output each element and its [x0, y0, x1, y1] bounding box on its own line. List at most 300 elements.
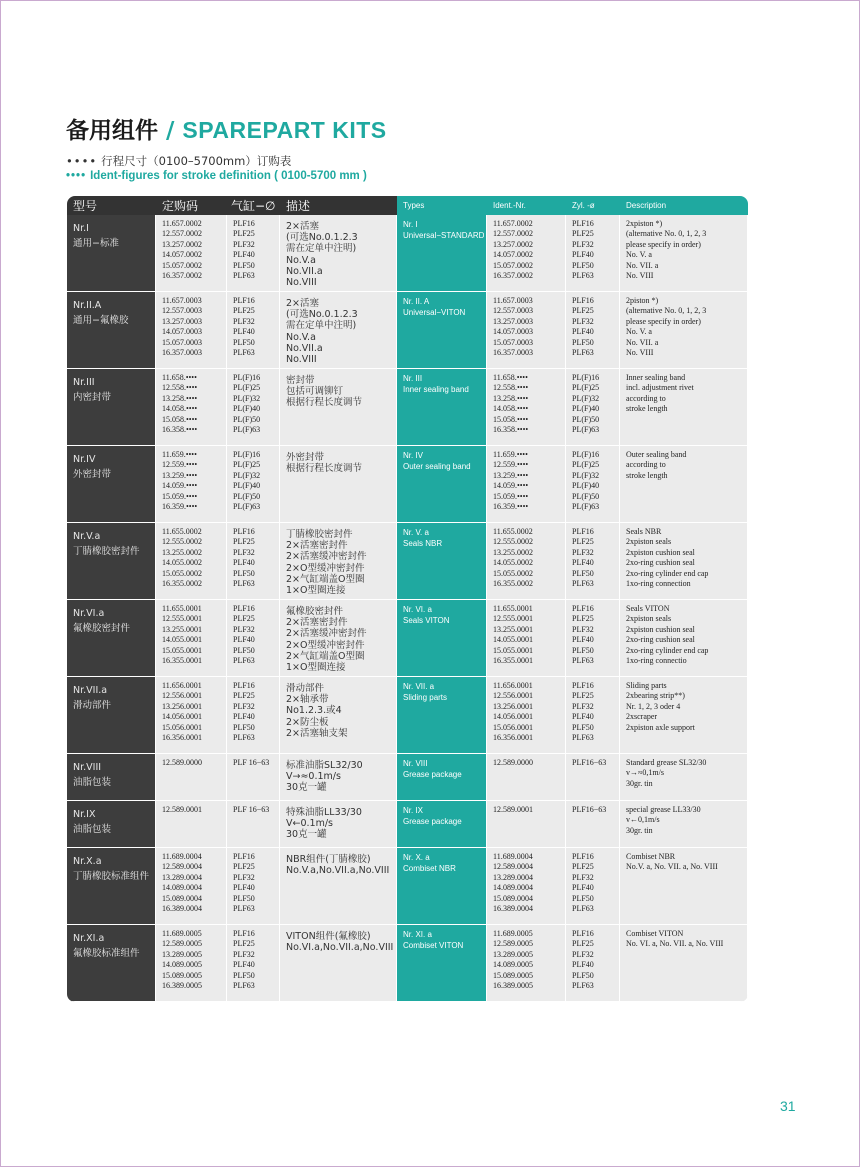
- cell-line: No1.2.3.或4: [286, 705, 342, 717]
- cell-line: PLF50: [572, 337, 594, 347]
- cell-line: (可选No.0.1.2.3: [286, 309, 358, 321]
- description-cn-cell: [280, 925, 397, 1002]
- cell-line: PLF50: [233, 568, 255, 578]
- subtitle-en: [66, 170, 367, 182]
- cell-line: 根据行程长度调节: [286, 463, 363, 475]
- cell-line: No. V. a: [626, 250, 652, 260]
- cell-line: 14.089.0005: [162, 960, 202, 970]
- cell-line: PLF63: [233, 348, 255, 358]
- cell-line: 16.355.0002: [162, 579, 202, 589]
- ident-nr-cell: [487, 848, 566, 925]
- cell-line: PL(F)32: [233, 470, 261, 480]
- cell-line: 14.055.0002: [493, 558, 533, 568]
- ident-nr-cell: [487, 600, 566, 677]
- cell-line: 需在定单中注明): [286, 243, 357, 255]
- cell-line: 15.055.0002: [162, 568, 202, 578]
- cell-line: Nr.X.a: [73, 856, 102, 867]
- cell-line: 2×气缸端盖O型圈: [286, 650, 365, 662]
- cell-line: 2piston *): [626, 296, 659, 305]
- header-description: Description: [620, 196, 748, 215]
- cell-line: PLF50: [233, 893, 255, 903]
- zyl-cell: [566, 848, 620, 925]
- cell-line: PLF16−63: [572, 805, 607, 814]
- cylinder-cell: [227, 523, 280, 600]
- cell-line: PLF16−63: [572, 758, 607, 767]
- cell-line: 油脂包装: [73, 777, 112, 788]
- title-separator: /: [158, 118, 183, 144]
- cell-line: 14.089.0005: [493, 960, 533, 970]
- cell-line: PLF40: [233, 327, 255, 337]
- cell-line: PL(F)40: [233, 481, 261, 491]
- cell-line: 15.089.0004: [162, 893, 202, 903]
- cylinder-cell: [227, 600, 280, 677]
- cell-line: 16.355.0002: [493, 579, 533, 589]
- cylinder-cell: [227, 848, 280, 925]
- cell-line: PL(F)16: [572, 373, 600, 382]
- row-type-cell: [67, 523, 156, 600]
- zyl-cell: [566, 369, 620, 446]
- table-row: [67, 848, 748, 925]
- header-zyl: Zyl. -ø: [566, 196, 620, 215]
- cell-line: Grease package: [403, 770, 462, 779]
- zyl-cell: [566, 600, 620, 677]
- order-code-cell: [156, 801, 227, 848]
- cell-line: 2×活塞密封件: [286, 540, 348, 552]
- cell-line: 13.289.0005: [162, 949, 202, 959]
- cell-line: 12.559.••••: [493, 460, 529, 470]
- cell-line: PL(F)25: [572, 460, 600, 470]
- cell-line: 12.557.0002: [493, 229, 533, 239]
- row-type-cell: [67, 677, 156, 754]
- cell-line: 1×O型圈连接: [286, 585, 346, 597]
- row-type-cell: [67, 925, 156, 1002]
- cell-line: 2×气缸端盖O型圈: [286, 573, 365, 585]
- cell-line: PL(F)32: [572, 393, 600, 403]
- row-type-cell: [67, 848, 156, 925]
- cell-line: 2×活塞: [286, 298, 320, 309]
- cell-line: PL(F)50: [233, 414, 261, 424]
- cell-line: 13.256.0001: [162, 701, 202, 711]
- page-number: 31: [780, 1098, 796, 1114]
- row-type-cell: [67, 446, 156, 523]
- table-row: [67, 801, 748, 848]
- cell-line: 12.555.0001: [162, 614, 202, 624]
- cell-line: Nr.XI.a: [73, 933, 105, 944]
- order-code-cell: [156, 215, 227, 292]
- zyl-cell: [566, 754, 620, 801]
- cell-line: Combiset VITON: [626, 929, 684, 938]
- subtitle-cn: [66, 153, 291, 169]
- table-row: [67, 754, 748, 801]
- cell-line: PLF32: [572, 872, 594, 882]
- cell-line: 12.558.••••: [493, 383, 529, 393]
- cell-line: Nr. III: [403, 374, 423, 383]
- cell-line: PLF32: [233, 547, 255, 557]
- row-type-cell: [67, 600, 156, 677]
- cell-line: V→≈0.1m/s: [286, 771, 341, 783]
- cell-line: 2×活塞缓冲密封件: [286, 551, 367, 563]
- cell-line: No.V.a,No.VII.a,No.VIII: [286, 865, 390, 877]
- cell-line: Nr. V. a: [403, 528, 429, 537]
- cell-line: Seals VITON: [403, 616, 450, 625]
- cell-line: according to: [626, 393, 666, 403]
- row-type-cell: [67, 215, 156, 292]
- cell-line: PL(F)50: [572, 491, 600, 501]
- cell-line: 16.358.••••: [162, 425, 198, 435]
- cell-line: 12.555.0001: [493, 614, 533, 624]
- table-row: [67, 677, 748, 754]
- cell-line: 14.057.0002: [162, 250, 202, 260]
- cell-line: Nr.II.A: [73, 300, 102, 311]
- cell-line: 氟橡胶标准组件: [73, 948, 140, 959]
- cell-line: PLF16: [233, 681, 255, 690]
- cell-line: 16.359.••••: [162, 502, 198, 512]
- description-cn-cell: [280, 292, 397, 369]
- zyl-cell: [566, 292, 620, 369]
- cell-line: PL(F)25: [233, 383, 261, 393]
- cell-line: PLF32: [572, 239, 594, 249]
- cell-line: PL(F)16: [572, 450, 600, 459]
- sparepart-kits-table: [67, 196, 748, 1002]
- cell-line: No.V.a: [286, 331, 316, 343]
- cell-line: Nr. II. A: [403, 297, 430, 306]
- table-row: [67, 925, 748, 1002]
- cell-line: 12.589.0000: [493, 758, 533, 767]
- description-cn-cell: [280, 369, 397, 446]
- cell-line: Nr.I: [73, 223, 89, 234]
- types-cell: [397, 925, 487, 1002]
- cell-line: PLF32: [572, 701, 594, 711]
- cell-line: 标准油脂SL32/30: [286, 760, 363, 771]
- cell-line: (alternative No. 0, 1, 2, 3: [626, 306, 707, 316]
- cell-line: 13.255.0001: [493, 624, 533, 634]
- cell-line: PL(F)63: [233, 425, 261, 435]
- cell-line: 丁腈橡胶密封件: [286, 529, 353, 540]
- cell-line: 14.059.••••: [162, 481, 198, 491]
- cell-line: Nr. VII. a: [403, 682, 435, 691]
- cell-line: PLF40: [572, 960, 594, 970]
- cell-line: 1xo-ring connectio: [626, 656, 687, 666]
- types-cell: [397, 600, 487, 677]
- cell-line: 13.259.••••: [162, 470, 198, 480]
- cell-line: PLF32: [233, 701, 255, 711]
- cell-line: PLF50: [572, 645, 594, 655]
- cell-line: PLF40: [233, 558, 255, 568]
- cell-line: PL(F)50: [233, 491, 261, 501]
- cell-line: PLF63: [233, 656, 255, 666]
- cell-line: 16.389.0005: [162, 981, 202, 991]
- cell-line: PLF25: [572, 614, 594, 624]
- cell-line: 2×O型缓冲密封件: [286, 562, 365, 574]
- cell-line: 14.055.0001: [493, 635, 533, 645]
- cell-line: VITON组件(氟橡胶): [286, 931, 371, 942]
- cell-line: 12.556.0001: [162, 691, 202, 701]
- cell-line: 11.656.0001: [162, 681, 202, 690]
- cell-line: PLF40: [572, 712, 594, 722]
- cell-line: 氟橡胶密封件: [73, 623, 131, 634]
- types-cell: [397, 215, 487, 292]
- cell-line: Sliding parts: [403, 693, 448, 702]
- cell-line: 2xscraper: [626, 712, 658, 722]
- types-cell: [397, 801, 487, 848]
- cell-line: Nr.IX: [73, 809, 96, 820]
- cell-line: 丁腈橡胶标准组件: [73, 871, 150, 882]
- zyl-cell: [566, 215, 620, 292]
- cell-line: PLF16: [233, 296, 255, 305]
- cell-line: PLF63: [572, 904, 594, 914]
- cell-line: PLF25: [233, 306, 255, 316]
- cell-line: PLF63: [572, 733, 594, 743]
- header-nr: 型号: [67, 196, 156, 215]
- cell-line: special grease LL33/30: [626, 805, 701, 814]
- description-en-cell: [620, 677, 748, 754]
- ident-nr-cell: [487, 215, 566, 292]
- cell-line: stroke length: [626, 404, 668, 414]
- cell-line: 滑动部件: [286, 683, 325, 694]
- description-en-cell: [620, 754, 748, 801]
- order-code-cell: [156, 754, 227, 801]
- cell-line: 11.659.••••: [162, 450, 197, 459]
- bullet-dots: ••••: [66, 154, 98, 168]
- types-cell: [397, 292, 487, 369]
- cylinder-cell: [227, 446, 280, 523]
- cell-line: 11.658.••••: [162, 373, 197, 382]
- cell-line: PLF25: [572, 862, 594, 872]
- cell-line: 15.057.0003: [493, 337, 533, 347]
- header-code: 定购码: [156, 196, 227, 215]
- ident-nr-cell: [487, 446, 566, 523]
- cell-line: 2xpiston axle support: [626, 722, 695, 732]
- cell-line: PLF63: [572, 348, 594, 358]
- cell-line: Nr.III: [73, 377, 95, 388]
- cell-line: 12.556.0001: [493, 691, 533, 701]
- cell-line: 外密封带: [286, 452, 325, 463]
- ident-nr-cell: [487, 369, 566, 446]
- table-row: [67, 292, 748, 369]
- cell-line: PLF25: [233, 862, 255, 872]
- cell-line: PLF32: [233, 949, 255, 959]
- cylinder-cell: [227, 292, 280, 369]
- cylinder-cell: [227, 925, 280, 1002]
- cell-line: PLF32: [233, 624, 255, 634]
- cell-line: 2×O型缓冲密封件: [286, 639, 365, 651]
- cell-line: 16.355.0001: [493, 656, 533, 666]
- cell-line: PLF40: [572, 635, 594, 645]
- cell-line: 11.689.0005: [162, 929, 202, 938]
- cell-line: PLF16: [572, 852, 594, 861]
- cell-line: incl. adjustment rivet: [626, 383, 694, 393]
- cell-line: 2xo-ring cushion seal: [626, 635, 695, 645]
- description-en-cell: [620, 446, 748, 523]
- cell-line: Nr. XI. a: [403, 930, 432, 939]
- cell-line: 2xo-ring cylinder end cap: [626, 568, 709, 578]
- cell-line: V←0.1m/s: [286, 818, 333, 830]
- cell-line: 12.557.0003: [493, 306, 533, 316]
- cell-line: PLF25: [233, 229, 255, 239]
- cell-line: Nr. IX: [403, 806, 424, 815]
- cell-line: 15.059.••••: [493, 491, 529, 501]
- cell-line: PLF40: [233, 883, 255, 893]
- order-code-cell: [156, 446, 227, 523]
- description-cn-cell: [280, 215, 397, 292]
- cell-line: PLF63: [233, 733, 255, 743]
- cell-line: 16.389.0004: [493, 904, 533, 914]
- row-type-cell: [67, 369, 156, 446]
- cell-line: 12.557.0003: [162, 306, 202, 316]
- cell-line: 14.059.••••: [493, 481, 529, 491]
- cell-line: 15.058.••••: [162, 414, 198, 424]
- cell-line: PLF50: [233, 645, 255, 655]
- cell-line: 外密封带: [73, 469, 112, 480]
- cell-line: Combiset VITON: [403, 941, 464, 950]
- cell-line: 11.657.0002: [493, 219, 533, 228]
- cell-line: Combiset NBR: [626, 852, 676, 861]
- cell-line: 15.056.0001: [493, 722, 533, 732]
- cell-line: PLF32: [233, 239, 255, 249]
- cell-line: 需在定单中注明): [286, 320, 357, 332]
- cell-line: No. V. a: [626, 327, 652, 337]
- cell-line: 12.589.0004: [162, 862, 202, 872]
- cell-line: 13.257.0002: [162, 239, 202, 249]
- cell-line: 2×活塞: [286, 221, 320, 232]
- description-cn-cell: [280, 801, 397, 848]
- cell-line: 根据行程长度调节: [286, 397, 363, 409]
- description-cn-cell: [280, 446, 397, 523]
- cell-line: PLF 16−63: [233, 805, 270, 814]
- cell-line: please specify in order): [626, 239, 701, 249]
- cell-line: 13.259.••••: [493, 470, 529, 480]
- table-row: [67, 369, 748, 446]
- table-header-row: [67, 196, 748, 215]
- description-en-cell: [620, 292, 748, 369]
- cell-line: PLF50: [572, 970, 594, 980]
- cell-line: 16.357.0003: [493, 348, 533, 358]
- cell-line: PLF50: [572, 722, 594, 732]
- title-cn: 备用组件: [66, 118, 158, 144]
- cell-line: 通用−氟橡胶: [73, 315, 129, 326]
- cell-line: PL(F)40: [572, 404, 600, 414]
- cell-line: 30gr. tin: [626, 825, 653, 835]
- cell-line: 13.258.••••: [493, 393, 529, 403]
- cell-line: Seals VITON: [626, 604, 670, 613]
- cell-line: 15.055.0001: [493, 645, 533, 655]
- table-row: [67, 523, 748, 600]
- cell-line: Inner sealing band: [626, 373, 686, 382]
- cell-line: PLF63: [572, 981, 594, 991]
- cell-line: 14.057.0003: [162, 327, 202, 337]
- row-type-cell: [67, 801, 156, 848]
- cell-line: PLF63: [233, 981, 255, 991]
- cell-line: Inner sealing band: [403, 385, 469, 394]
- subtitle-cn-text: 行程尺寸（0100–5700mm）订购表: [101, 154, 292, 168]
- cell-line: PLF40: [233, 250, 255, 260]
- types-cell: [397, 754, 487, 801]
- cell-line: No.VIII: [286, 354, 317, 366]
- cylinder-cell: [227, 801, 280, 848]
- cell-line: PL(F)63: [572, 502, 600, 512]
- cell-line: 11.655.0001: [493, 604, 533, 613]
- cell-line: 11.655.0002: [162, 527, 202, 536]
- cell-line: 2×活塞缓冲密封件: [286, 628, 367, 640]
- cell-line: 13.289.0004: [162, 872, 202, 882]
- cell-line: PLF63: [233, 579, 255, 589]
- cell-line: Universal−VITON: [403, 308, 466, 317]
- cell-line: Nr.VIII: [73, 762, 102, 773]
- cell-line: 11.689.0004: [162, 852, 202, 861]
- order-code-cell: [156, 600, 227, 677]
- cell-line: PLF25: [233, 614, 255, 624]
- cell-line: No. VII. a: [626, 337, 659, 347]
- cell-line: 14.089.0004: [162, 883, 202, 893]
- bullet-dots: ••••: [66, 170, 87, 182]
- cell-line: Nr. VI. a: [403, 605, 432, 614]
- cell-line: 14.058.••••: [162, 404, 198, 414]
- types-cell: [397, 677, 487, 754]
- cell-line: 11.689.0004: [493, 852, 533, 861]
- cell-line: 15.057.0002: [162, 260, 202, 270]
- cell-line: PLF25: [572, 229, 594, 239]
- cell-line: 2xpiston *): [626, 219, 663, 228]
- cell-line: PLF50: [233, 337, 255, 347]
- cell-line: 2×轴承带: [286, 694, 329, 706]
- cell-line: v←0,1m/s: [626, 815, 660, 825]
- cell-line: PL(F)50: [572, 414, 600, 424]
- order-code-cell: [156, 677, 227, 754]
- types-cell: [397, 523, 487, 600]
- row-type-cell: [67, 754, 156, 801]
- description-cn-cell: [280, 677, 397, 754]
- order-code-cell: [156, 848, 227, 925]
- cell-line: No.V. a, No. VII. a, No. VIII: [626, 862, 718, 872]
- cell-line: 特殊油脂LL33/30: [286, 807, 362, 818]
- cell-line: 15.089.0005: [162, 970, 202, 980]
- cell-line: 2xpiston seals: [626, 537, 672, 547]
- cell-line: 30gr. tin: [626, 778, 653, 788]
- cell-line: PLF16: [572, 296, 594, 305]
- cell-line: (可选No.0.1.2.3: [286, 232, 358, 244]
- cell-line: Nr.V.a: [73, 531, 101, 542]
- cell-line: NBR组件(丁腈橡胶): [286, 854, 371, 865]
- cell-line: PLF32: [233, 872, 255, 882]
- cell-line: PLF32: [572, 547, 594, 557]
- table-row: [67, 600, 748, 677]
- cell-line: PLF40: [572, 327, 594, 337]
- cell-line: 2xpiston cushion seal: [626, 624, 695, 634]
- cell-line: 丁腈橡胶密封件: [73, 546, 140, 557]
- cell-line: PLF50: [572, 893, 594, 903]
- cell-line: Nr. 1, 2, 3 oder 4: [626, 701, 681, 711]
- cell-line: 13.257.0002: [493, 239, 533, 249]
- cell-line: 15.056.0001: [162, 722, 202, 732]
- cell-line: 2xpiston seals: [626, 614, 672, 624]
- cell-line: PLF63: [233, 904, 255, 914]
- cell-line: No.VII.a: [286, 342, 323, 354]
- cell-line: 13.289.0004: [493, 872, 533, 882]
- description-cn-cell: [280, 600, 397, 677]
- cell-line: PLF63: [572, 579, 594, 589]
- cell-line: 15.089.0005: [493, 970, 533, 980]
- cell-line: 14.057.0002: [493, 250, 533, 260]
- cell-line: 14.058.••••: [493, 404, 529, 414]
- cell-line: 13.257.0003: [493, 316, 533, 326]
- table-row: [67, 215, 748, 292]
- cell-line: 2×活塞密封件: [286, 617, 348, 629]
- cell-line: v→≈0,1m/s: [626, 768, 664, 778]
- cell-line: 16.357.0002: [493, 271, 533, 281]
- cell-line: Universal−STANDARD: [403, 231, 485, 240]
- cell-line: PL(F)63: [572, 425, 600, 435]
- cell-line: PLF16: [233, 604, 255, 613]
